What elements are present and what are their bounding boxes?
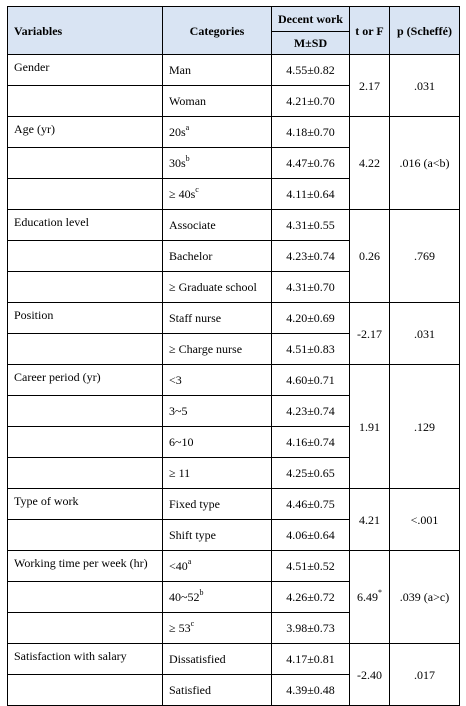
- variable-cell-empty: [8, 458, 163, 489]
- p-value-cell: .031: [390, 303, 460, 365]
- variable-cell-empty: [8, 86, 163, 117]
- mean-sd-cell: 4.23±0.74: [272, 241, 350, 272]
- variable-cell-empty: [8, 272, 163, 303]
- category-superscript: c: [190, 619, 195, 628]
- variable-cell-empty: [8, 582, 163, 613]
- table-row: [8, 55, 460, 86]
- category-label: Dissatisfied: [169, 652, 226, 666]
- mean-sd-cell: 4.51±0.52: [272, 551, 350, 582]
- category-cell: [163, 303, 272, 334]
- category-label: Bachelor: [169, 249, 213, 263]
- variable-cell-empty: [8, 179, 163, 210]
- mean-sd-cell: 4.21±0.70: [272, 86, 350, 117]
- variable-cell-empty: [8, 520, 163, 551]
- t-or-f-value: -2.40: [357, 667, 382, 682]
- t-or-f-value: 0.26: [359, 249, 380, 263]
- category-cell: [163, 489, 272, 520]
- table-row: [8, 551, 460, 582]
- mean-sd-cell: 4.18±0.70: [272, 117, 350, 148]
- mean-sd-cell: 4.20±0.69: [272, 303, 350, 334]
- category-label: <40: [169, 559, 188, 573]
- category-label: ≥ 40s: [169, 187, 196, 201]
- category-cell: [163, 644, 272, 675]
- category-cell: [163, 582, 272, 613]
- category-superscript: a: [187, 557, 192, 566]
- header-decent-work: Decent work: [272, 7, 350, 32]
- category-superscript: a: [185, 123, 190, 132]
- variable-cell-empty: [8, 613, 163, 644]
- category-cell: [163, 241, 272, 272]
- decent-work-table: [7, 6, 460, 706]
- mean-sd-cell: 4.16±0.74: [272, 427, 350, 458]
- p-value-cell: .129: [390, 365, 460, 489]
- category-label: ≥ 53: [169, 621, 191, 635]
- category-label: 20s: [169, 125, 186, 139]
- p-value-cell: .017: [390, 644, 460, 706]
- category-label: 30s: [169, 156, 186, 170]
- mean-sd-cell: 4.46±0.75: [272, 489, 350, 520]
- t-or-f-cell: [350, 551, 390, 644]
- mean-sd-cell: 4.39±0.48: [272, 675, 350, 706]
- table-container: [7, 6, 459, 706]
- variable-cell: Education level: [8, 210, 163, 241]
- mean-sd-cell: 4.17±0.81: [272, 644, 350, 675]
- category-cell: [163, 148, 272, 179]
- category-label: Shift type: [169, 528, 216, 542]
- table-body: [8, 55, 460, 706]
- t-or-f-value: 1.91: [359, 419, 380, 434]
- category-label: Associate: [169, 218, 216, 232]
- category-cell: [163, 334, 272, 365]
- p-value-cell: .769: [390, 210, 460, 303]
- category-superscript: b: [199, 588, 204, 597]
- mean-sd-cell: 4.06±0.64: [272, 520, 350, 551]
- p-value-cell: <.001: [390, 489, 460, 551]
- header-p-scheffe: p (Scheffé): [390, 7, 460, 55]
- t-or-f-cell: [350, 117, 390, 210]
- variable-cell-empty: [8, 334, 163, 365]
- mean-sd-cell: 4.26±0.72: [272, 582, 350, 613]
- category-cell: [163, 272, 272, 303]
- t-or-f-cell: [350, 303, 390, 365]
- mean-sd-cell: 3.98±0.73: [272, 613, 350, 644]
- mean-sd-cell: 4.11±0.64: [272, 179, 350, 210]
- category-label: <3: [169, 373, 182, 387]
- table-row: [8, 210, 460, 241]
- category-label: ≥ Charge nurse: [169, 342, 243, 356]
- header-msd: M±SD: [272, 32, 350, 55]
- p-value-cell: .039 (a>c): [390, 551, 460, 644]
- table-row: [8, 117, 460, 148]
- table-row: [8, 644, 460, 675]
- mean-sd-cell: 4.23±0.74: [272, 396, 350, 427]
- category-superscript: c: [195, 185, 199, 194]
- category-cell: [163, 55, 272, 86]
- category-label: ≥ 11: [169, 466, 191, 480]
- t-or-f-value: 4.22: [359, 156, 380, 170]
- mean-sd-cell: 4.51±0.83: [272, 334, 350, 365]
- category-label: Man: [169, 63, 191, 77]
- header-categories: Categories: [163, 7, 272, 55]
- variable-cell: Working time per week (hr): [8, 551, 163, 582]
- mean-sd-cell: 4.55±0.82: [272, 55, 350, 86]
- mean-sd-cell: 4.31±0.70: [272, 272, 350, 303]
- variable-cell: Position: [8, 303, 163, 334]
- category-cell: [163, 117, 272, 148]
- variable-cell: Type of work: [8, 489, 163, 520]
- p-value-cell: .031: [390, 55, 460, 117]
- category-cell: [163, 210, 272, 241]
- category-label: ≥ Graduate school: [169, 280, 257, 294]
- t-or-f-value: -2.17: [357, 326, 382, 341]
- category-cell: [163, 613, 272, 644]
- category-cell: [163, 551, 272, 582]
- variable-cell-empty: [8, 427, 163, 458]
- p-value-cell: .016 (a<b): [390, 117, 460, 210]
- variable-cell: Career period (yr): [8, 365, 163, 396]
- category-cell: [163, 675, 272, 706]
- variable-cell-empty: [8, 675, 163, 706]
- table-row: [8, 365, 460, 396]
- category-cell: [163, 458, 272, 489]
- category-cell: [163, 396, 272, 427]
- category-cell: [163, 86, 272, 117]
- mean-sd-cell: 4.31±0.55: [272, 210, 350, 241]
- t-or-f-cell: [350, 644, 390, 706]
- category-label: 40~52: [169, 590, 200, 604]
- category-superscript: b: [185, 154, 190, 163]
- category-label: 6~10: [169, 435, 194, 449]
- t-or-f-value: 4.21: [359, 512, 380, 527]
- category-label: Fixed type: [169, 497, 220, 511]
- header-t-or-f: t or F: [350, 7, 390, 55]
- table-row: [8, 303, 460, 334]
- mean-sd-cell: 4.60±0.71: [272, 365, 350, 396]
- t-or-f-cell: [350, 55, 390, 117]
- category-cell: [163, 427, 272, 458]
- variable-cell: Age (yr): [8, 117, 163, 148]
- category-label: Satisfied: [169, 683, 211, 697]
- t-or-f-cell: [350, 210, 390, 303]
- variable-cell-empty: [8, 396, 163, 427]
- t-or-f-superscript: *: [378, 588, 382, 597]
- t-or-f-value: 2.17: [359, 78, 380, 93]
- variable-cell: Gender: [8, 55, 163, 86]
- category-label: 3~5: [169, 404, 188, 418]
- category-label: Woman: [169, 94, 207, 108]
- category-cell: [163, 520, 272, 551]
- header-variables: Variables: [8, 7, 163, 55]
- variable-cell-empty: [8, 241, 163, 272]
- t-or-f-value: 6.49: [357, 590, 378, 604]
- category-label: Staff nurse: [169, 311, 222, 325]
- t-or-f-cell: [350, 365, 390, 489]
- mean-sd-cell: 4.25±0.65: [272, 458, 350, 489]
- variable-cell-empty: [8, 148, 163, 179]
- table-row: [8, 489, 460, 520]
- t-or-f-cell: [350, 489, 390, 551]
- category-cell: [163, 179, 272, 210]
- variable-cell: Satisfaction with salary: [8, 644, 163, 675]
- table-header: [8, 7, 460, 55]
- mean-sd-cell: 4.47±0.76: [272, 148, 350, 179]
- category-cell: [163, 365, 272, 396]
